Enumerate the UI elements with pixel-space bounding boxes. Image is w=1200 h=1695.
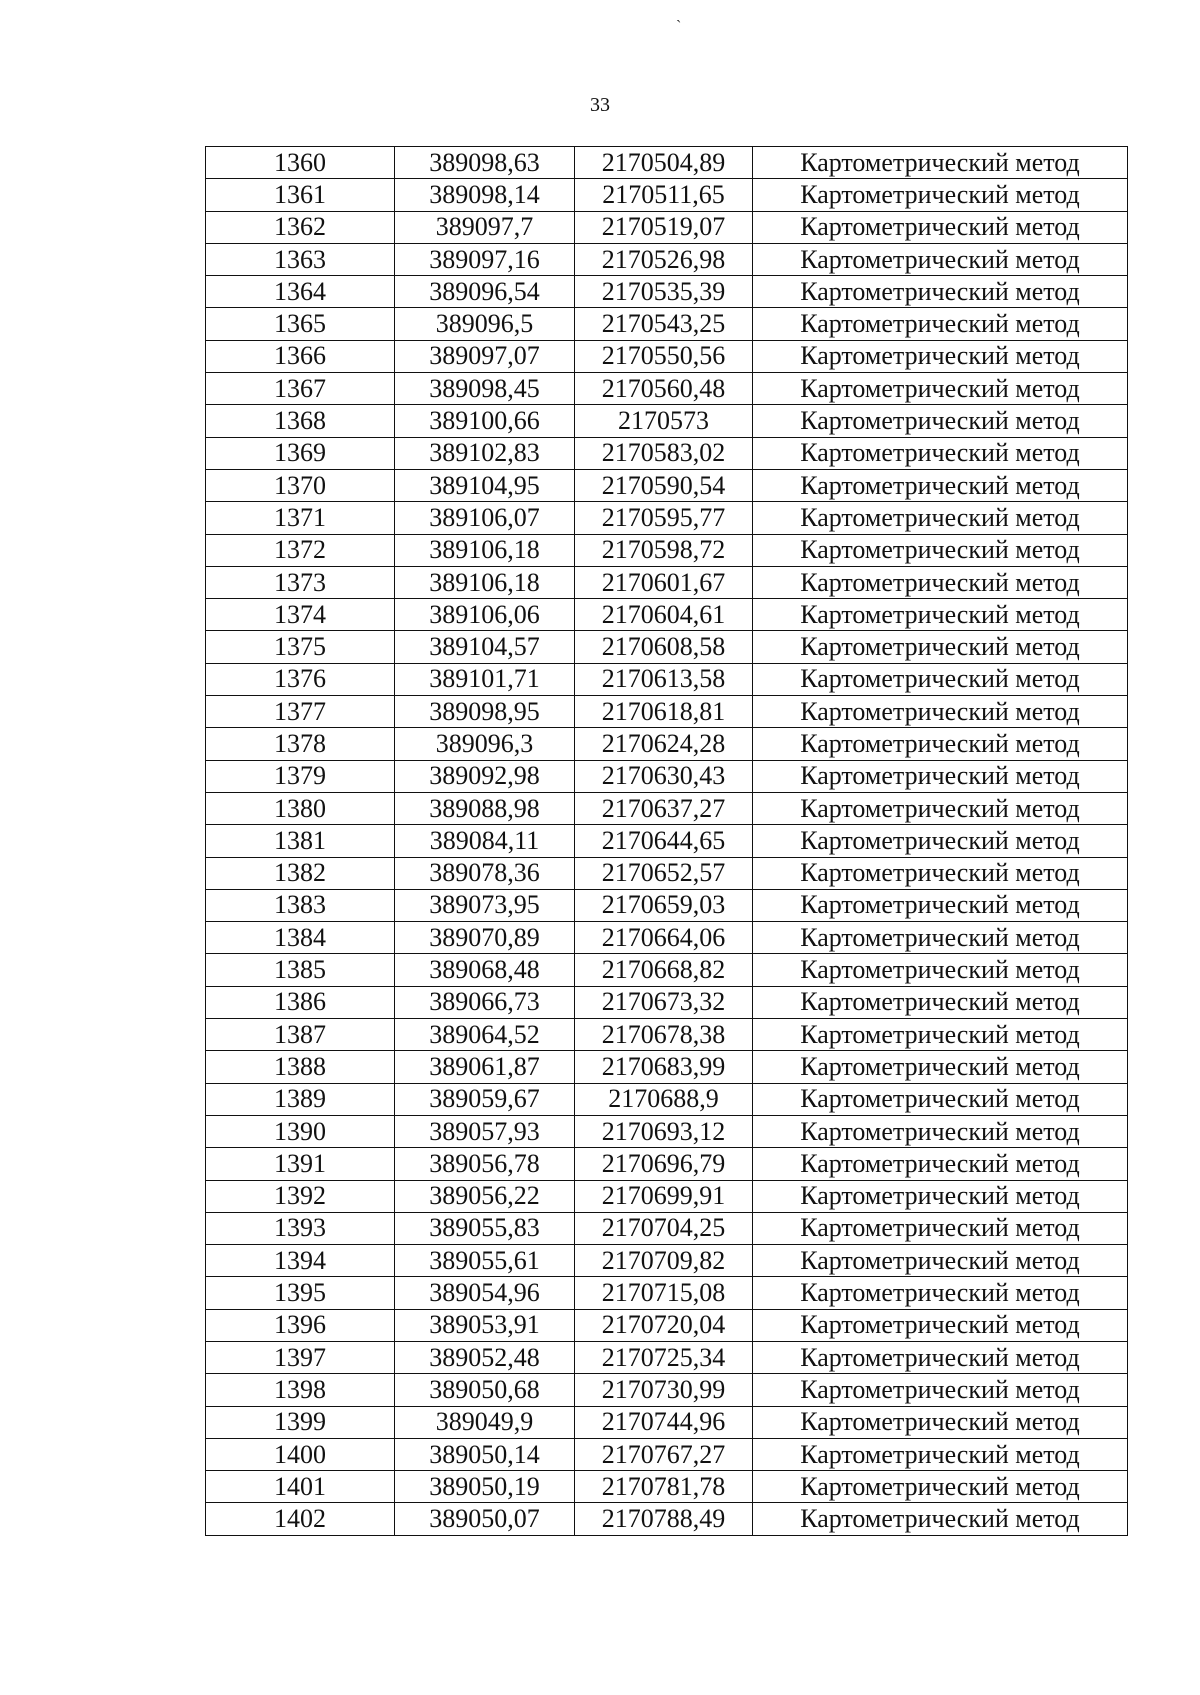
point-number-cell: 1365	[206, 308, 395, 340]
point-number-cell: 1379	[206, 760, 395, 792]
x-coordinate-cell: 389055,61	[395, 1245, 575, 1277]
x-coordinate-cell: 389097,7	[395, 211, 575, 243]
method-cell: Картометрический метод	[753, 211, 1128, 243]
method-cell: Картометрический метод	[753, 1438, 1128, 1470]
method-cell: Картометрический метод	[753, 1503, 1128, 1535]
x-coordinate-cell: 389050,68	[395, 1374, 575, 1406]
table-row	[206, 1374, 1128, 1406]
method-cell: Картометрический метод	[753, 986, 1128, 1018]
method-cell: Картометрический метод	[753, 1083, 1128, 1115]
x-coordinate-cell: 389096,5	[395, 308, 575, 340]
x-coordinate-cell: 389070,89	[395, 922, 575, 954]
y-coordinate-cell: 2170644,65	[575, 825, 753, 857]
method-cell: Картометрический метод	[753, 1148, 1128, 1180]
y-coordinate-cell: 2170550,56	[575, 340, 753, 372]
table-row	[206, 502, 1128, 534]
method-cell: Картометрический метод	[753, 663, 1128, 695]
x-coordinate-cell: 389055,83	[395, 1212, 575, 1244]
table-row	[206, 1148, 1128, 1180]
table-row	[206, 147, 1128, 179]
y-coordinate-cell: 2170668,82	[575, 954, 753, 986]
x-coordinate-cell: 389096,3	[395, 728, 575, 760]
method-cell: Картометрический метод	[753, 1019, 1128, 1051]
x-coordinate-cell: 389056,22	[395, 1180, 575, 1212]
x-coordinate-cell: 389078,36	[395, 857, 575, 889]
point-number-cell: 1368	[206, 405, 395, 437]
x-coordinate-cell: 389106,07	[395, 502, 575, 534]
point-number-cell: 1383	[206, 889, 395, 921]
table-row	[206, 792, 1128, 824]
point-number-cell: 1361	[206, 179, 395, 211]
table-row	[206, 405, 1128, 437]
table-row	[206, 663, 1128, 695]
method-cell: Картометрический метод	[753, 728, 1128, 760]
x-coordinate-cell: 389092,98	[395, 760, 575, 792]
method-cell: Картометрический метод	[753, 825, 1128, 857]
x-coordinate-cell: 389061,87	[395, 1051, 575, 1083]
table-row	[206, 825, 1128, 857]
point-number-cell: 1362	[206, 211, 395, 243]
point-number-cell: 1399	[206, 1406, 395, 1438]
method-cell: Картометрический метод	[753, 405, 1128, 437]
table-row	[206, 1180, 1128, 1212]
y-coordinate-cell: 2170618,81	[575, 696, 753, 728]
table-row	[206, 760, 1128, 792]
table-row	[206, 954, 1128, 986]
table-row	[206, 599, 1128, 631]
point-number-cell: 1360	[206, 147, 395, 179]
table-row	[206, 211, 1128, 243]
x-coordinate-cell: 389098,45	[395, 373, 575, 405]
x-coordinate-cell: 389050,07	[395, 1503, 575, 1535]
method-cell: Картометрический метод	[753, 1180, 1128, 1212]
method-cell: Картометрический метод	[753, 889, 1128, 921]
y-coordinate-cell: 2170659,03	[575, 889, 753, 921]
y-coordinate-cell: 2170767,27	[575, 1438, 753, 1470]
point-number-cell: 1364	[206, 276, 395, 308]
x-coordinate-cell: 389068,48	[395, 954, 575, 986]
x-coordinate-cell: 389073,95	[395, 889, 575, 921]
y-coordinate-cell: 2170693,12	[575, 1115, 753, 1147]
y-coordinate-cell: 2170630,43	[575, 760, 753, 792]
point-number-cell: 1393	[206, 1212, 395, 1244]
method-cell: Картометрический метод	[753, 792, 1128, 824]
x-coordinate-cell: 389104,95	[395, 469, 575, 501]
y-coordinate-cell: 2170624,28	[575, 728, 753, 760]
table-row	[206, 276, 1128, 308]
table-row	[206, 1212, 1128, 1244]
y-coordinate-cell: 2170696,79	[575, 1148, 753, 1180]
method-cell: Картометрический метод	[753, 954, 1128, 986]
x-coordinate-cell: 389088,98	[395, 792, 575, 824]
method-cell: Картометрический метод	[753, 534, 1128, 566]
table-row	[206, 437, 1128, 469]
point-number-cell: 1380	[206, 792, 395, 824]
y-coordinate-cell: 2170601,67	[575, 566, 753, 598]
y-coordinate-cell: 2170652,57	[575, 857, 753, 889]
point-number-cell: 1392	[206, 1180, 395, 1212]
y-coordinate-cell: 2170688,9	[575, 1083, 753, 1115]
x-coordinate-cell: 389098,14	[395, 179, 575, 211]
method-cell: Картометрический метод	[753, 1406, 1128, 1438]
x-coordinate-cell: 389097,07	[395, 340, 575, 372]
point-number-cell: 1395	[206, 1277, 395, 1309]
y-coordinate-cell: 2170560,48	[575, 373, 753, 405]
y-coordinate-cell: 2170608,58	[575, 631, 753, 663]
table-row	[206, 889, 1128, 921]
method-cell: Картометрический метод	[753, 696, 1128, 728]
point-number-cell: 1377	[206, 696, 395, 728]
method-cell: Картометрический метод	[753, 599, 1128, 631]
point-number-cell: 1374	[206, 599, 395, 631]
y-coordinate-cell: 2170526,98	[575, 243, 753, 275]
table-row	[206, 631, 1128, 663]
point-number-cell: 1382	[206, 857, 395, 889]
method-cell: Картометрический метод	[753, 857, 1128, 889]
point-number-cell: 1371	[206, 502, 395, 534]
x-coordinate-cell: 389056,78	[395, 1148, 575, 1180]
point-number-cell: 1389	[206, 1083, 395, 1115]
x-coordinate-cell: 389098,95	[395, 696, 575, 728]
x-coordinate-cell: 389066,73	[395, 986, 575, 1018]
y-coordinate-cell: 2170781,78	[575, 1471, 753, 1503]
y-coordinate-cell: 2170604,61	[575, 599, 753, 631]
y-coordinate-cell: 2170730,99	[575, 1374, 753, 1406]
method-cell: Картометрический метод	[753, 276, 1128, 308]
method-cell: Картометрический метод	[753, 147, 1128, 179]
scan-mark: `	[676, 18, 682, 35]
table-row	[206, 1083, 1128, 1115]
y-coordinate-cell: 2170598,72	[575, 534, 753, 566]
table-row	[206, 1406, 1128, 1438]
table-body	[206, 147, 1128, 1536]
x-coordinate-cell: 389106,06	[395, 599, 575, 631]
y-coordinate-cell: 2170535,39	[575, 276, 753, 308]
x-coordinate-cell: 389104,57	[395, 631, 575, 663]
method-cell: Картометрический метод	[753, 437, 1128, 469]
table-row	[206, 308, 1128, 340]
y-coordinate-cell: 2170715,08	[575, 1277, 753, 1309]
method-cell: Картометрический метод	[753, 1245, 1128, 1277]
point-number-cell: 1401	[206, 1471, 395, 1503]
y-coordinate-cell: 2170519,07	[575, 211, 753, 243]
method-cell: Картометрический метод	[753, 1212, 1128, 1244]
point-number-cell: 1388	[206, 1051, 395, 1083]
x-coordinate-cell: 389057,93	[395, 1115, 575, 1147]
point-number-cell: 1375	[206, 631, 395, 663]
y-coordinate-cell: 2170583,02	[575, 437, 753, 469]
y-coordinate-cell: 2170744,96	[575, 1406, 753, 1438]
x-coordinate-cell: 389100,66	[395, 405, 575, 437]
x-coordinate-cell: 389052,48	[395, 1341, 575, 1373]
table-row	[206, 1503, 1128, 1535]
table-row	[206, 179, 1128, 211]
y-coordinate-cell: 2170590,54	[575, 469, 753, 501]
table-row	[206, 1245, 1128, 1277]
point-number-cell: 1376	[206, 663, 395, 695]
y-coordinate-cell: 2170678,38	[575, 1019, 753, 1051]
table-row	[206, 469, 1128, 501]
y-coordinate-cell: 2170504,89	[575, 147, 753, 179]
table-row	[206, 243, 1128, 275]
table-row	[206, 1051, 1128, 1083]
x-coordinate-cell: 389054,96	[395, 1277, 575, 1309]
x-coordinate-cell: 389097,16	[395, 243, 575, 275]
x-coordinate-cell: 389064,52	[395, 1019, 575, 1051]
method-cell: Картометрический метод	[753, 373, 1128, 405]
table-row	[206, 986, 1128, 1018]
method-cell: Картометрический метод	[753, 1051, 1128, 1083]
method-cell: Картометрический метод	[753, 1341, 1128, 1373]
method-cell: Картометрический метод	[753, 340, 1128, 372]
method-cell: Картометрический метод	[753, 922, 1128, 954]
coordinates-table	[205, 146, 1128, 1536]
point-number-cell: 1384	[206, 922, 395, 954]
x-coordinate-cell: 389059,67	[395, 1083, 575, 1115]
point-number-cell: 1370	[206, 469, 395, 501]
y-coordinate-cell: 2170725,34	[575, 1341, 753, 1373]
point-number-cell: 1369	[206, 437, 395, 469]
table-row	[206, 1309, 1128, 1341]
table-row	[206, 566, 1128, 598]
x-coordinate-cell: 389050,14	[395, 1438, 575, 1470]
table-row	[206, 1341, 1128, 1373]
y-coordinate-cell: 2170595,77	[575, 502, 753, 534]
x-coordinate-cell: 389096,54	[395, 276, 575, 308]
table-row	[206, 373, 1128, 405]
y-coordinate-cell: 2170704,25	[575, 1212, 753, 1244]
point-number-cell: 1381	[206, 825, 395, 857]
table-row	[206, 1471, 1128, 1503]
table-row	[206, 1277, 1128, 1309]
y-coordinate-cell: 2170543,25	[575, 308, 753, 340]
y-coordinate-cell: 2170709,82	[575, 1245, 753, 1277]
page-number: 33	[590, 94, 610, 116]
point-number-cell: 1387	[206, 1019, 395, 1051]
point-number-cell: 1398	[206, 1374, 395, 1406]
point-number-cell: 1402	[206, 1503, 395, 1535]
x-coordinate-cell: 389084,11	[395, 825, 575, 857]
method-cell: Картометрический метод	[753, 1374, 1128, 1406]
method-cell: Картометрический метод	[753, 760, 1128, 792]
method-cell: Картометрический метод	[753, 1115, 1128, 1147]
point-number-cell: 1378	[206, 728, 395, 760]
table-row	[206, 696, 1128, 728]
point-number-cell: 1367	[206, 373, 395, 405]
y-coordinate-cell: 2170673,32	[575, 986, 753, 1018]
method-cell: Картометрический метод	[753, 179, 1128, 211]
method-cell: Картометрический метод	[753, 469, 1128, 501]
table-row	[206, 857, 1128, 889]
x-coordinate-cell: 389106,18	[395, 534, 575, 566]
y-coordinate-cell: 2170720,04	[575, 1309, 753, 1341]
point-number-cell: 1394	[206, 1245, 395, 1277]
y-coordinate-cell: 2170699,91	[575, 1180, 753, 1212]
x-coordinate-cell: 389102,83	[395, 437, 575, 469]
y-coordinate-cell: 2170664,06	[575, 922, 753, 954]
point-number-cell: 1397	[206, 1341, 395, 1373]
method-cell: Картометрический метод	[753, 1471, 1128, 1503]
y-coordinate-cell: 2170637,27	[575, 792, 753, 824]
x-coordinate-cell: 389050,19	[395, 1471, 575, 1503]
x-coordinate-cell: 389106,18	[395, 566, 575, 598]
x-coordinate-cell: 389049,9	[395, 1406, 575, 1438]
table-row	[206, 534, 1128, 566]
point-number-cell: 1385	[206, 954, 395, 986]
point-number-cell: 1363	[206, 243, 395, 275]
table-row	[206, 340, 1128, 372]
method-cell: Картометрический метод	[753, 1309, 1128, 1341]
point-number-cell: 1396	[206, 1309, 395, 1341]
point-number-cell: 1373	[206, 566, 395, 598]
method-cell: Картометрический метод	[753, 631, 1128, 663]
table-row	[206, 1019, 1128, 1051]
table-row	[206, 922, 1128, 954]
y-coordinate-cell: 2170613,58	[575, 663, 753, 695]
method-cell: Картометрический метод	[753, 308, 1128, 340]
point-number-cell: 1366	[206, 340, 395, 372]
point-number-cell: 1400	[206, 1438, 395, 1470]
point-number-cell: 1386	[206, 986, 395, 1018]
y-coordinate-cell: 2170683,99	[575, 1051, 753, 1083]
table-row	[206, 1115, 1128, 1147]
y-coordinate-cell: 2170573	[575, 405, 753, 437]
method-cell: Картометрический метод	[753, 566, 1128, 598]
x-coordinate-cell: 389053,91	[395, 1309, 575, 1341]
point-number-cell: 1391	[206, 1148, 395, 1180]
table-row	[206, 1438, 1128, 1470]
y-coordinate-cell: 2170511,65	[575, 179, 753, 211]
y-coordinate-cell: 2170788,49	[575, 1503, 753, 1535]
x-coordinate-cell: 389101,71	[395, 663, 575, 695]
method-cell: Картометрический метод	[753, 502, 1128, 534]
method-cell: Картометрический метод	[753, 1277, 1128, 1309]
method-cell: Картометрический метод	[753, 243, 1128, 275]
point-number-cell: 1390	[206, 1115, 395, 1147]
table-row	[206, 728, 1128, 760]
point-number-cell: 1372	[206, 534, 395, 566]
x-coordinate-cell: 389098,63	[395, 147, 575, 179]
